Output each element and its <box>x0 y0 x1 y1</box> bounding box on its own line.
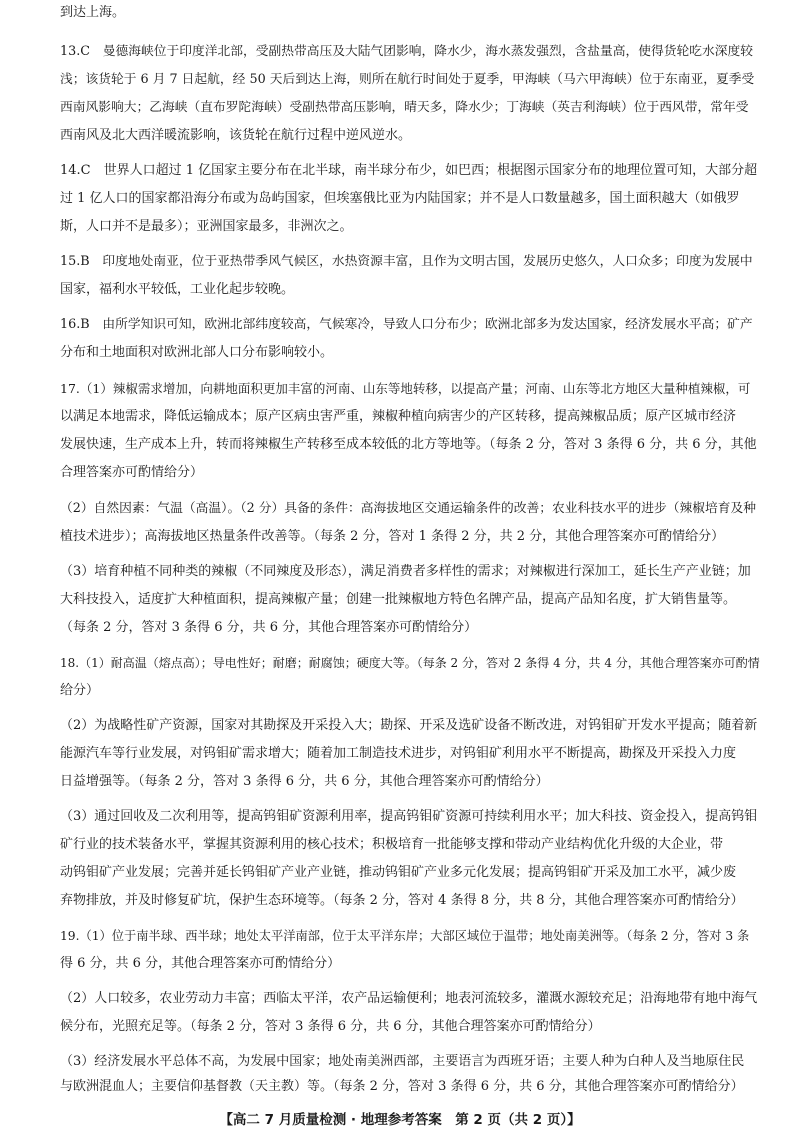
answer-17-line: 以满足本地需求，降低运输成本；原产区病虫害严重，辣椒种植向病害少的产区转移，提高辣椒品质；原产区城市经济 <box>60 409 737 424</box>
answer-19-line: （2）人口较多，农业劳动力丰富；西临太平洋，农产品运输便利；地表河流较多，灌溉水源较充足；沿海地带有地中海气 <box>60 991 758 1006</box>
answer-14-line: 过 1 亿人口的国家都沿海分布或为岛屿国家，但埃塞俄比亚为内陆国家；并不是人口数量越多，国土面积越大（如俄罗 <box>60 191 740 206</box>
answer-18-line: （3）通过回收及二次利用等，提高钨钼矿资源利用率，提高钨钼矿资源可持续利用水平；加大科技、资金投入，提高钨钼 <box>60 809 758 824</box>
answer-18-line: 日益增强等。（每条 2 分，答对 3 条得 6 分，共 6 分，其他合理答案亦可酌情给分） <box>60 774 549 789</box>
answer-13-line: 西南风及北大西洋暖流影响，该货轮在航行过程中逆风逆水。 <box>60 128 412 143</box>
answer-17-line: 大科技投入，适度扩大种植面积，提高辣椒产量；创建一批辣椒地方特色名牌产品，提高产品知名度，扩大销售量等。 <box>60 592 737 607</box>
answer-13-line: 浅；该货轮于 6 月 7 日起航，经 50 天后到达上海，则所在航行时间处于夏季，甲海峡（马六甲海峡）位于东南亚，夏季受 <box>60 72 755 87</box>
answer-16-line: 分布和土地面积对欧洲北部人口分布影响较小。 <box>60 345 334 360</box>
answer-19-line: （3）经济发展水平总体不高，为发展中国家；地处南美洲西部，主要语言为西班牙语；主要人种为白种人及当地原住民 <box>60 1054 745 1069</box>
answer-17-line: 合理答案亦可酌情给分） <box>60 465 204 480</box>
answer-18-line: 18.（1）耐高温（熔点高）；导电性好；耐磨；耐腐蚀；硬度大等。（每条 2 分，答对 2 条得 4 分，共 4 分，其他合理答案亦可酌情 <box>60 656 760 670</box>
answer-19-line: 得 6 分，共 6 分，其他合理答案亦可酌情给分） <box>60 956 341 971</box>
answer-17-line: 发展快速，生产成本上升，转而将辣椒生产转移至成本较低的北方等地等。（每条 2 分，答对 3 条得 6 分，共 6 分，其他 <box>60 437 757 452</box>
answer-15-line: 15.B 印度地处南亚，位于亚热带季风气候区，水热资源丰富，且作为文明古国，发展历史悠久，人口众多；印度为发展中 <box>60 254 753 269</box>
answer-17-line: 17.（1）辣椒需求增加，向耕地面积更加丰富的河南、山东等地转移，以提高产量；河南、山东等北方地区大量种植辣椒，可 <box>60 381 751 396</box>
page-footer: 【高二 7 月质量检测 · 地理参考答案 第 2 页（共 2 页）】 <box>219 1112 581 1128</box>
answer-13-line: 西南风影响大；乙海峡（直布罗陀海峡）受副热带高压影响，晴天多，降水少；丁海峡（英吉利海峡）位于西风带，常年受 <box>60 100 749 115</box>
answer-18-line: 弃物排放，并及时修复矿坑，保护生态环境等。（每条 2 分，答对 4 条得 8 分，共 8 分，其他合理答案亦可酌情给分） <box>60 893 744 908</box>
answer-14-line: 14.C 世界人口超过 1 亿国家主要分布在北半球，南半球分布少，如巴西；根据图示国家分布的地理位置可知，大部分超 <box>60 163 758 178</box>
answer-18-line: （2）为战略性矿产资源，国家对其勘探及开采投入大；勘探、开采及选矿设备不断改进，对钨钼矿开发水平提高；随着新 <box>60 718 758 733</box>
answer-18-line: 能源汽车等行业发展，对钨钼矿需求增大；随着加工制造技术进步，对钨钼矿利用水平不断提高，勘探及开采投入力度 <box>60 746 737 761</box>
answer-18-line: 矿行业的技术装备水平，掌握其资源利用的核心技术；积极培育一批能够支撑和带动产业结构优化升级的大企业，带 <box>60 837 724 852</box>
answer-19-line: 与欧洲混血人；主要信仰基督教（天主教）等。（每条 2 分，答对 3 条得 6 分，共 6 分，其他合理答案亦可酌情给分） <box>60 1079 744 1094</box>
answer-16-line: 16.B 由所学知识可知，欧洲北部纬度较高，气候寒冷，导致人口分布少；欧洲北部多为发达国家，经济发展水平高；矿产 <box>60 317 753 332</box>
answer-17-line: （每条 2 分，答对 3 条得 6 分，共 6 分，其他合理答案亦可酌情给分） <box>60 620 478 635</box>
answer-19-line: 19.（1）位于南半球、西半球；地处太平洋南部，位于太平洋东岸；大部区域位于温带；地处南美洲等。（每条 2 分，答对 3 条 <box>60 929 750 943</box>
answer-18-line: 动钨钼矿产业发展；完善并延长钨钼矿产业产业链，推动钨钼矿产业多元化发展；提高钨钼矿开采及加工水平，减少废 <box>60 865 737 880</box>
text-line: 到达上海。 <box>60 5 126 20</box>
answer-15-line: 国家，福利水平较低，工业化起步较晚。 <box>60 282 295 297</box>
answer-18-line: 给分） <box>60 683 100 698</box>
answer-17-line: （2）自然因素：气温（高温）。（2 分）具备的条件：高海拔地区交通运输条件的改善；农业科技水平的进步（辣椒培育及种 <box>60 501 757 516</box>
answer-13-line: 13.C 曼德海峡位于印度洋北部，受副热带高压及大陆气团影响，降水少，海水蒸发强烈，含盐量高，使得货轮吃水深度较 <box>60 44 754 59</box>
answer-17-line: （3）培育种植不同种类的辣椒（不同辣度及形态），满足消费者多样性的需求；对辣椒进行深加工，延长生产产业链；加 <box>60 564 751 579</box>
answer-19-line: 候分布，光照充足等。（每条 2 分，答对 3 条得 6 分，共 6 分，其他合理答案亦可酌情给分） <box>60 1019 601 1034</box>
answer-14-line: 斯，人口并不是最多）；亚洲国家最多，非洲次之。 <box>60 219 353 234</box>
answer-17-line: 植技术进步）；高海拔地区热量条件改善等。（每条 2 分，答对 1 条得 2 分，共 2 分，其他合理答案亦可酌情给分） <box>60 529 725 544</box>
